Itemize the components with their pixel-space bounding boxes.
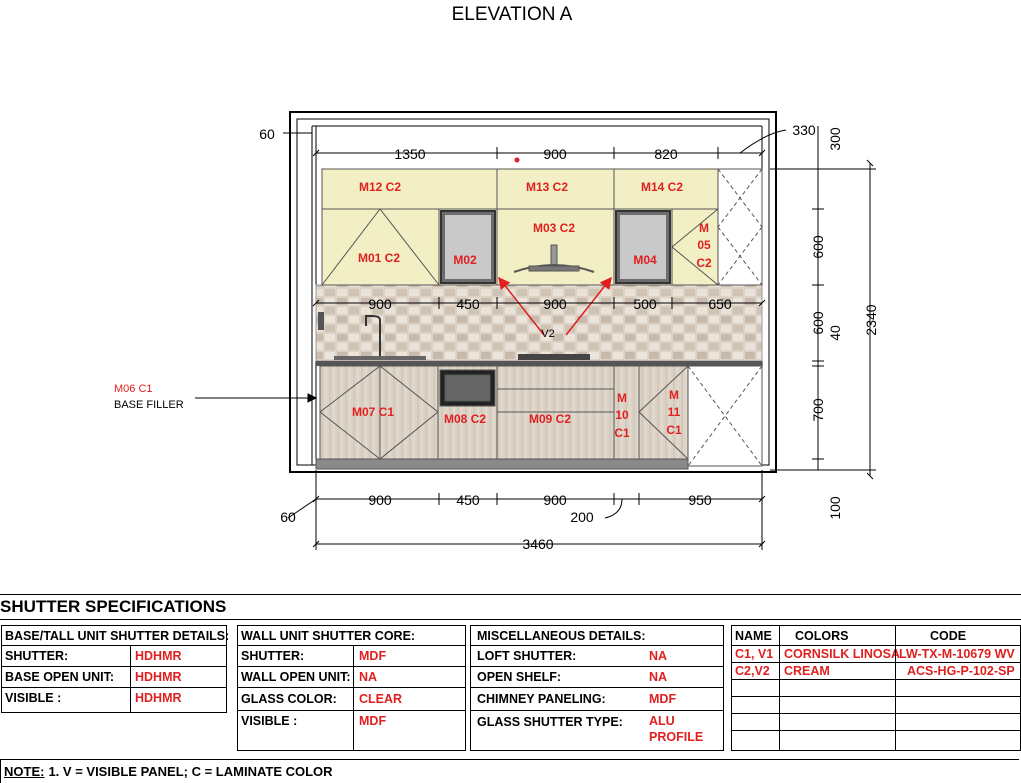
base-tall-value: HDHMR: [135, 691, 182, 705]
wall-units: [322, 209, 718, 285]
wall-core-label: WALL OPEN UNIT:: [241, 670, 351, 684]
dim-top-900: 900: [543, 146, 567, 162]
base-tall-label: VISIBLE :: [5, 691, 62, 705]
dim-side-700: 700: [810, 398, 826, 422]
callout-label: BASE FILLER: [114, 399, 184, 411]
v2-label: V2: [541, 328, 555, 340]
dim-side-300: 300: [827, 127, 843, 151]
wall-core-label: GLASS COLOR:: [241, 692, 337, 706]
dim-overall-width: 3460: [522, 536, 554, 552]
label-m01: M01 C2: [357, 251, 401, 265]
callout-code: M06 C1: [114, 383, 153, 395]
colors-name: C2,V2: [735, 664, 770, 678]
colors-name: C1, V1: [735, 647, 774, 661]
base-tall-table: [1, 625, 230, 713]
label-m13: M13 C2: [525, 180, 569, 194]
dim-bot-200: 200: [570, 509, 594, 525]
dim-bot-950: 950: [688, 492, 712, 508]
dim-side-40: 40: [827, 325, 843, 341]
countertop: [316, 361, 762, 366]
misc-label: CHIMNEY PANELING:: [477, 692, 606, 706]
wall-core-label: VISIBLE :: [241, 714, 298, 728]
colors-header-name: NAME: [735, 628, 772, 643]
wall-core-value: CLEAR: [359, 692, 403, 706]
dim-bot-900a: 900: [368, 492, 392, 508]
dim-side-600b: 600: [810, 311, 826, 335]
dim-bot-450: 450: [456, 492, 480, 508]
dim-top-820: 820: [654, 146, 678, 162]
callout-leader: [195, 394, 316, 402]
label-m05-a: M: [699, 221, 709, 235]
label-m11-a: M: [669, 388, 679, 402]
dim-mid-900a: 900: [368, 296, 392, 312]
dim-mid-900b: 900: [543, 296, 567, 312]
marker-dot: [515, 158, 520, 163]
colors-code: ACS-HG-P-102-SP: [907, 664, 1015, 678]
misc-table: [470, 625, 724, 751]
colors-code: LW-TX-M-10679 WV: [899, 647, 1015, 661]
base-tall-label: BASE OPEN UNIT:: [5, 670, 115, 684]
label-m14: M14 C2: [640, 180, 684, 194]
wall-core-value: NA: [359, 670, 378, 684]
wall-core-table: [237, 625, 466, 751]
label-m10-c: C1: [614, 426, 630, 440]
dim-top-left-60: 60: [259, 126, 275, 142]
label-m11-c: C1: [666, 423, 682, 437]
spec-title: SHUTTER SPECIFICATIONS: [0, 597, 227, 616]
dim-mid-650: 650: [708, 296, 732, 312]
label-m08: M08 C2: [443, 412, 487, 426]
label-m05-b: 05: [697, 238, 711, 252]
dim-side-600a: 600: [810, 235, 826, 259]
label-m09: M09 C2: [528, 412, 572, 426]
dim-top-330: 330: [792, 122, 816, 138]
wall-core-header: WALL UNIT SHUTTER CORE:: [241, 628, 416, 643]
wall-core-label: SHUTTER:: [241, 649, 305, 663]
base-tall-value: HDHMR: [135, 649, 182, 663]
dim-overall-height: 2340: [863, 304, 879, 336]
dim-bot-left-60: 60: [280, 509, 296, 525]
label-m02: M02: [453, 253, 477, 267]
spec-separator: [0, 594, 1021, 595]
label-m04: M04: [633, 253, 657, 267]
note-prefix: NOTE:: [4, 764, 45, 779]
base-tall-header: BASE/TALL UNIT SHUTTER DETAILS:: [5, 628, 230, 643]
note-text: 1. V = VISIBLE PANEL; C = LAMINATE COLOR: [48, 764, 333, 779]
colors-header-code: CODE: [930, 628, 967, 643]
hob: [518, 354, 590, 360]
misc-header: MISCELLANEOUS DETAILS:: [477, 628, 646, 643]
misc-value: ALU PROFILE: [649, 714, 704, 744]
label-m11-b: 11: [667, 405, 681, 419]
dim-top-1350: 1350: [394, 146, 426, 162]
colors-table: [731, 625, 1021, 751]
drawing-title: ELEVATION A: [451, 4, 573, 25]
label-m03: M03 C2: [532, 221, 576, 235]
dim-mid-500: 500: [633, 296, 657, 312]
colors-header-colors: COLORS: [795, 628, 849, 643]
dim-bot-900b: 900: [543, 492, 567, 508]
label-m10-a: M: [617, 391, 627, 405]
label-m07: M07 C1: [351, 405, 395, 419]
spec-title-underline: [0, 619, 1021, 620]
misc-value: MDF: [649, 692, 677, 706]
base-tall-label: SHUTTER:: [5, 649, 69, 663]
colors-color: CREAM: [784, 664, 830, 678]
misc-label: LOFT SHUTTER:: [477, 649, 577, 663]
dim-side-100: 100: [827, 496, 843, 520]
label-m10-b: 10: [615, 408, 629, 422]
misc-value: NA: [649, 670, 668, 684]
misc-label: OPEN SHELF:: [477, 670, 562, 684]
dim-mid-450: 450: [456, 296, 480, 312]
misc-value: NA: [649, 649, 668, 663]
base-tall-value: HDHMR: [135, 670, 182, 684]
label-m12: M12 C2: [358, 180, 402, 194]
wall-core-value: MDF: [359, 714, 387, 728]
misc-label: GLASS SHUTTER TYPE:: [477, 715, 623, 729]
label-m05-c: C2: [696, 256, 712, 270]
wall-outlet: [318, 312, 324, 330]
wall-core-value: MDF: [359, 649, 387, 663]
note-bar: [0, 759, 1019, 783]
colors-color: CORNSILK LINOSA: [784, 647, 900, 661]
